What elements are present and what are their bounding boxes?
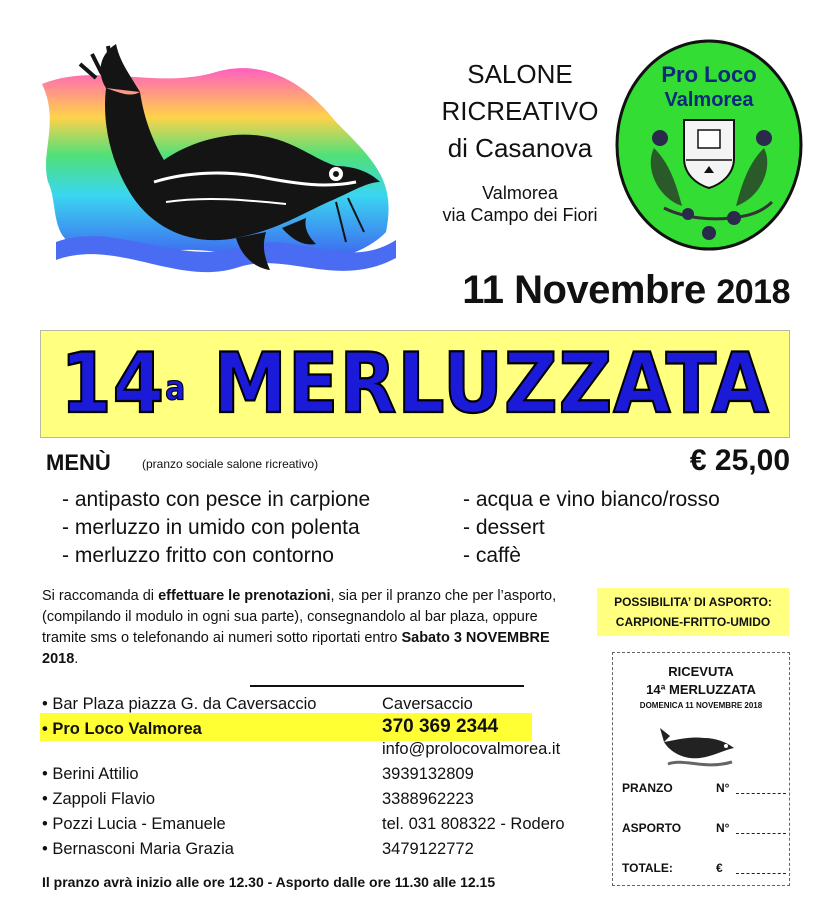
menu-price: € 25,00 — [689, 444, 790, 477]
event-date-day: 11 Novembre — [462, 268, 706, 312]
menu-item: - merluzzo fritto con contorno — [62, 544, 334, 567]
contact-name: • Zappoli Flavio — [42, 790, 156, 808]
contact-name: • Bar Plaza piazza G. da Caversaccio — [42, 695, 317, 713]
menu-item: - antipasto con pesce in carpione — [62, 488, 371, 511]
logo-text-2: Valmorea — [664, 89, 754, 111]
notice-deadline: Sabato 3 NOVEMBRE 2018 — [42, 630, 550, 667]
menu-subheading: (pranzo sociale salone ricreativo) — [142, 457, 319, 471]
receipt-title: RICEVUTA — [668, 664, 734, 679]
contact-name: • Berini Attilio — [42, 765, 139, 783]
receipt-event: 14ª MERLUZZATA — [646, 682, 756, 697]
receipt-date: DOMENICA 11 NOVEMBRE 2018 — [639, 701, 763, 710]
fish-illustration — [36, 32, 424, 298]
event-number: 14 — [60, 335, 166, 433]
contact-name: • Pro Loco Valmorea — [42, 720, 202, 738]
notice-emphasis: effettuare le prenotazioni — [158, 588, 331, 604]
notice-text: , sia per il pranzo che per l’asporto, (compilando il modulo in ogni sua parte), consegnandolo al bar plaza, oppure tramite sms o telefonando ai numeri sotto riportati entro — [42, 588, 557, 646]
receipt-field-total[interactable] — [736, 873, 786, 874]
event-title-text: MERLUZZATA — [213, 335, 770, 433]
contact-name: • Pozzi Lucia - Emanuele — [42, 815, 226, 833]
takeaway-line-2: CARPIONE-FRITTO-UMIDO — [615, 615, 771, 629]
contact-value: 3939132809 — [382, 765, 474, 783]
location-line-2: via Campo dei Fiori — [442, 205, 598, 225]
start-time-note: Il pranzo avrà inizio alle ore 12.30 - Asporto dalle ore 11.30 alle 12.15 — [42, 874, 496, 890]
contact-value: 3388962223 — [382, 790, 474, 808]
event-title — [40, 324, 790, 445]
receipt-field-takeaway[interactable] — [736, 833, 786, 834]
menu-item: - caffè — [463, 544, 521, 567]
receipt-label-total: TOTALE: — [622, 861, 673, 875]
receipt-field-lunch[interactable] — [736, 793, 786, 794]
event-date — [330, 268, 790, 313]
contact-value: tel. 031 808322 - Rodero — [382, 815, 565, 833]
divider — [250, 685, 524, 687]
event-date-year: 2018 — [716, 273, 790, 311]
logo-text-1: Pro Loco — [661, 62, 757, 87]
menu-item: - acqua e vino bianco/rosso — [463, 488, 720, 511]
contact-phone: 370 369 2344 — [382, 716, 499, 737]
location-line-1: Valmorea — [482, 183, 558, 203]
receipt-label-takeaway: ASPORTO — [622, 821, 682, 835]
notice-text: . — [74, 651, 79, 667]
menu-item: - dessert — [463, 516, 545, 539]
contact-name: • Bernasconi Maria Grazia — [42, 840, 234, 858]
venue-line-1: SALONE — [467, 59, 573, 89]
receipt-fish-icon — [660, 718, 740, 774]
contact-email: info@prolocovalmorea.it — [382, 740, 561, 758]
contact-value: 3479122772 — [382, 840, 474, 858]
reservation-notice — [42, 586, 582, 670]
contact-value: Caversaccio — [382, 695, 473, 713]
receipt-symbol: N° — [716, 781, 730, 795]
receipt-label-lunch: PRANZO — [622, 781, 673, 795]
receipt-symbol: N° — [716, 821, 730, 835]
menu-item: - merluzzo in umido con polenta — [62, 516, 360, 539]
venue-line-2: RICREATIVO — [441, 96, 599, 126]
takeaway-line-1: POSSIBILITA’ DI ASPORTO: — [614, 595, 772, 609]
pro-loco-logo — [614, 38, 804, 253]
venue-line-3: di Casanova — [447, 133, 593, 163]
event-ordinal: a — [165, 368, 187, 409]
menu-heading: MENÙ — [46, 450, 111, 475]
notice-text: Si raccomanda di — [42, 588, 159, 604]
receipt-symbol: € — [716, 861, 723, 875]
takeaway-box — [597, 588, 789, 636]
